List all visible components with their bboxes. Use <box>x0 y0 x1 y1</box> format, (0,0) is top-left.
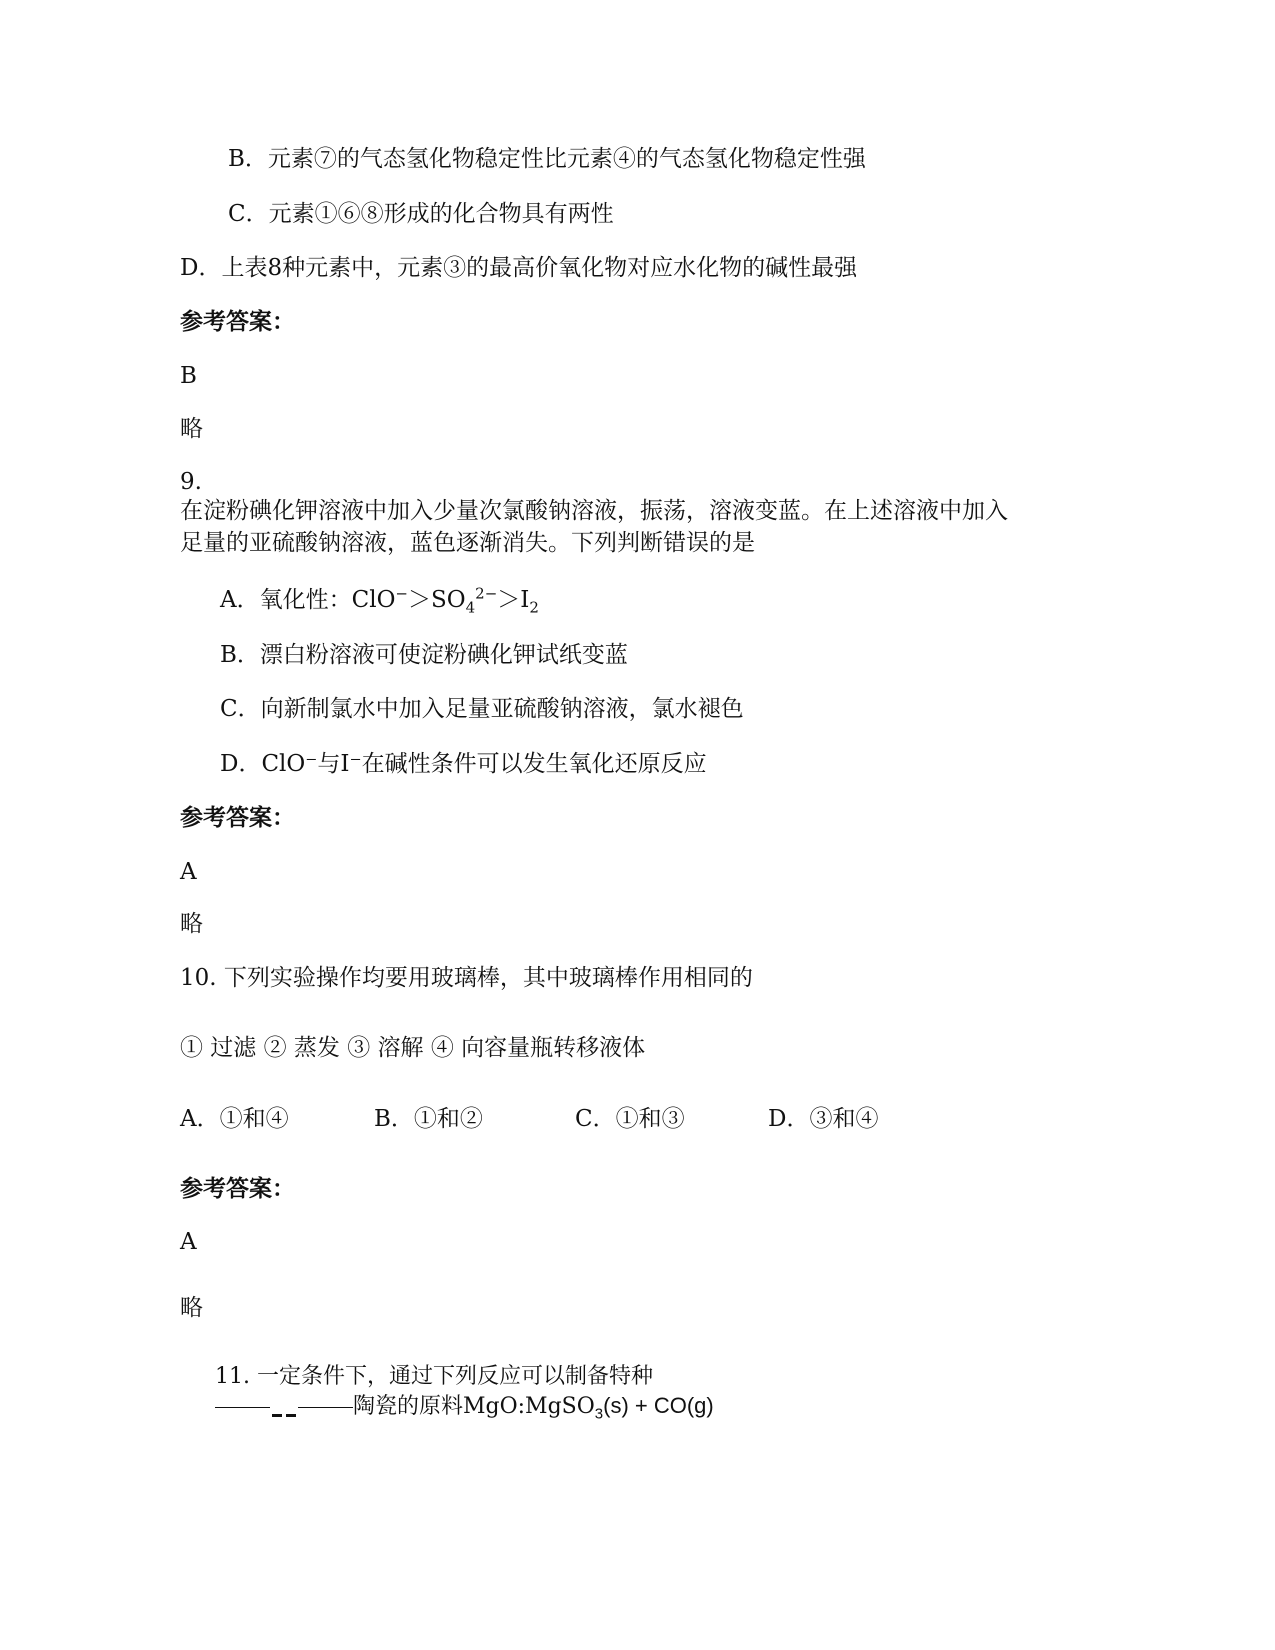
q11-stem-line2 <box>215 1391 714 1422</box>
q8-option-b: B．元素⑦的气态氢化物稳定性比元素④的气态氢化物稳定性强 <box>228 146 866 172</box>
q10-answer-label: 参考答案： <box>180 1175 295 1202</box>
q9-option-a-mid2: ＞I <box>497 587 530 613</box>
q10-option-d: D．③和④ <box>768 1106 879 1132</box>
q11-stem-line1: 11. 一定条件下，通过下列反应可以制备特种 <box>215 1364 653 1389</box>
q10-option-a: A．①和④ <box>180 1106 289 1132</box>
dash-mark <box>272 1414 282 1417</box>
q8-answer-label: 参考答案： <box>180 308 295 335</box>
q10-option-b: B．①和② <box>374 1106 483 1132</box>
q9-option-a <box>220 585 539 615</box>
q9-option-a-sub1: 4 <box>465 598 476 617</box>
q9-option-b: B．漂白粉溶液可使淀粉碘化钾试纸变蓝 <box>220 642 628 668</box>
q9-option-a-sup2: 2− <box>475 584 498 603</box>
underline-left <box>215 1407 270 1408</box>
q11-stem-line2-text: 陶瓷的原料MgO:MgSO <box>353 1394 595 1419</box>
q9-answer: A <box>180 859 197 885</box>
q10-note: 略 <box>180 1295 203 1321</box>
q9-option-a-prefix: A．氧化性：ClO <box>220 587 396 613</box>
q8-note: 略 <box>180 416 203 442</box>
q9-option-a-sub2: 2 <box>529 598 539 617</box>
dash-mark <box>286 1414 296 1417</box>
q9-note: 略 <box>180 911 203 937</box>
q9-number: 9. <box>180 469 202 495</box>
q9-option-d: D．ClO⁻与I⁻在碱性条件可以发生氧化还原反应 <box>220 751 707 777</box>
q11-stem-line2-sub: 3 <box>594 1405 604 1423</box>
underline-right <box>298 1407 353 1408</box>
q8-option-d: D．上表8种元素中，元素③的最高价氧化物对应水化物的碱性最强 <box>180 255 858 281</box>
q8-answer: B <box>180 363 197 389</box>
q9-option-a-mid: ＞SO <box>408 587 466 613</box>
q10-answer: A <box>180 1229 197 1255</box>
q8-option-c: C．元素①⑥⑧形成的化合物具有两性 <box>228 201 614 227</box>
q10-stem: 10. 下列实验操作均要用玻璃棒，其中玻璃棒作用相同的 <box>180 965 753 991</box>
q9-answer-label: 参考答案： <box>180 804 295 831</box>
q9-option-a-sup1: − <box>395 584 408 603</box>
q10-items: ① 过滤 ② 蒸发 ③ 溶解 ④ 向容量瓶转移液体 <box>180 1035 646 1061</box>
q9-option-c: C．向新制氯水中加入足量亚硫酸钠溶液，氯水褪色 <box>220 696 744 722</box>
q9-stem-line2: 足量的亚硫酸钠溶液，蓝色逐渐消失。下列判断错误的是 <box>180 530 755 556</box>
q9-stem-line1: 在淀粉碘化钾溶液中加入少量次氯酸钠溶液，振荡，溶液变蓝。在上述溶液中加入 <box>180 498 1008 524</box>
q11-stem-line2-tail: (s) + CO(g) <box>603 1393 714 1418</box>
q10-option-c: C．①和③ <box>575 1106 685 1132</box>
